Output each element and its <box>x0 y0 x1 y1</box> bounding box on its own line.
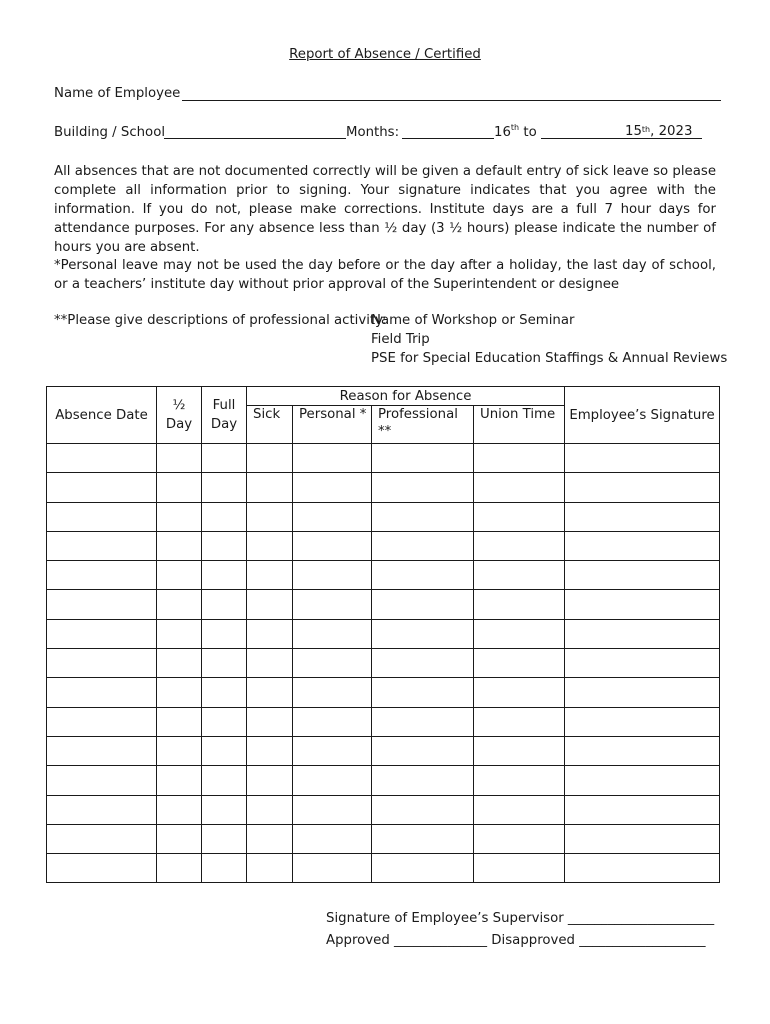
cell-absence-date[interactable] <box>47 473 157 502</box>
months-to-field[interactable] <box>541 124 625 139</box>
cell-half-day[interactable] <box>157 531 202 560</box>
cell-union-time[interactable] <box>474 561 565 590</box>
cell-union-time[interactable] <box>474 736 565 765</box>
cell-absence-date[interactable] <box>47 678 157 707</box>
cell-half-day[interactable] <box>157 444 202 473</box>
cell-personal[interactable] <box>293 766 372 795</box>
cell-absence-date[interactable] <box>47 854 157 883</box>
months-from-field[interactable] <box>402 124 494 139</box>
table-row <box>47 502 720 531</box>
cell-sick[interactable] <box>247 444 293 473</box>
cell-personal[interactable] <box>293 854 372 883</box>
cell-half-day[interactable] <box>157 707 202 736</box>
header-full-day-line2: Day <box>210 417 238 432</box>
cell-professional[interactable] <box>372 531 474 560</box>
months-label: Months: <box>346 125 400 140</box>
header-absence-date: Absence Date <box>47 387 157 444</box>
cell-full-day[interactable] <box>202 502 247 531</box>
table-row <box>47 590 720 619</box>
cell-professional[interactable] <box>372 766 474 795</box>
cell-half-day[interactable] <box>157 561 202 590</box>
personal-leave-text: *Personal leave may not be used the day before or the day after a holiday, the last day of school, or a teachers’ institute day without prior approval of the Superintendent or designee <box>54 258 716 292</box>
cell-employee-signature[interactable] <box>565 502 720 531</box>
cell-full-day[interactable] <box>202 619 247 648</box>
cell-half-day[interactable] <box>157 854 202 883</box>
table-row <box>47 678 720 707</box>
professional-item: Name of Workshop or Seminar <box>371 313 575 328</box>
months-from-text <box>494 125 537 140</box>
cell-employee-signature[interactable] <box>565 678 720 707</box>
cell-employee-signature[interactable] <box>565 854 720 883</box>
header-half-day-line1: ½ <box>172 398 186 413</box>
building-field[interactable] <box>164 124 346 139</box>
cell-absence-date[interactable] <box>47 502 157 531</box>
cell-sick[interactable] <box>247 766 293 795</box>
cell-union-time[interactable] <box>474 531 565 560</box>
cell-half-day[interactable] <box>157 649 202 678</box>
header-half-day <box>157 387 202 444</box>
cell-sick[interactable] <box>247 736 293 765</box>
cell-sick[interactable] <box>247 707 293 736</box>
cell-professional[interactable] <box>372 824 474 853</box>
table-row <box>47 736 720 765</box>
cell-personal[interactable] <box>293 795 372 824</box>
cell-absence-date[interactable] <box>47 590 157 619</box>
form-title: Report of Absence / Certified <box>289 47 481 62</box>
cell-employee-signature[interactable] <box>565 795 720 824</box>
cell-employee-signature[interactable] <box>565 619 720 648</box>
cell-half-day[interactable] <box>157 824 202 853</box>
cell-union-time[interactable] <box>474 444 565 473</box>
cell-professional[interactable] <box>372 502 474 531</box>
cell-employee-signature[interactable] <box>565 766 720 795</box>
cell-sick[interactable] <box>247 561 293 590</box>
cell-union-time[interactable] <box>474 824 565 853</box>
cell-employee-signature[interactable] <box>565 824 720 853</box>
cell-personal[interactable] <box>293 590 372 619</box>
cell-half-day[interactable] <box>157 619 202 648</box>
to-day: 15 <box>625 124 642 139</box>
cell-professional[interactable] <box>372 649 474 678</box>
cell-absence-date[interactable] <box>47 619 157 648</box>
table-row <box>47 795 720 824</box>
cell-full-day[interactable] <box>202 444 247 473</box>
cell-full-day[interactable] <box>202 736 247 765</box>
cell-full-day[interactable] <box>202 707 247 736</box>
cell-union-time[interactable] <box>474 766 565 795</box>
cell-half-day[interactable] <box>157 590 202 619</box>
table-row <box>47 619 720 648</box>
cell-full-day[interactable] <box>202 824 247 853</box>
cell-union-time[interactable] <box>474 854 565 883</box>
months-to-text <box>625 125 702 139</box>
employee-name-field[interactable] <box>182 86 721 101</box>
cell-employee-signature[interactable] <box>565 561 720 590</box>
approval-line[interactable]: Approved ______________ Disapproved ___________________ <box>326 933 706 948</box>
cell-union-time[interactable] <box>474 473 565 502</box>
cell-union-time[interactable] <box>474 502 565 531</box>
header-professional-line2: ** <box>378 424 392 439</box>
cell-sick[interactable] <box>247 678 293 707</box>
cell-union-time[interactable] <box>474 795 565 824</box>
cell-personal[interactable] <box>293 444 372 473</box>
cell-professional[interactable] <box>372 854 474 883</box>
cell-sick[interactable] <box>247 473 293 502</box>
intro-paragraph <box>54 162 716 257</box>
table-header-row <box>47 387 720 406</box>
cell-union-time[interactable] <box>474 649 565 678</box>
header-personal: Personal * <box>293 406 372 444</box>
header-employee-signature: Employee’s Signature <box>565 387 720 444</box>
cell-union-time[interactable] <box>474 678 565 707</box>
cell-personal[interactable] <box>293 531 372 560</box>
building-label: Building / School <box>54 125 166 140</box>
cell-professional[interactable] <box>372 590 474 619</box>
cell-professional[interactable] <box>372 678 474 707</box>
cell-full-day[interactable] <box>202 678 247 707</box>
cell-sick[interactable] <box>247 649 293 678</box>
employee-name-label: Name of Employee <box>54 86 181 101</box>
from-suffix: th <box>510 123 520 132</box>
from-day: 16 <box>494 125 511 140</box>
cell-professional[interactable] <box>372 473 474 502</box>
cell-personal[interactable] <box>293 649 372 678</box>
header-professional <box>372 406 474 444</box>
table-body <box>47 444 720 883</box>
cell-half-day[interactable] <box>157 502 202 531</box>
cell-union-time[interactable] <box>474 707 565 736</box>
absence-table <box>46 386 720 883</box>
cell-absence-date[interactable] <box>47 561 157 590</box>
cell-absence-date[interactable] <box>47 649 157 678</box>
cell-absence-date[interactable] <box>47 707 157 736</box>
professional-item: Field Trip <box>371 332 430 347</box>
header-full-day <box>202 387 247 444</box>
table-row <box>47 707 720 736</box>
cell-professional[interactable] <box>372 444 474 473</box>
cell-full-day[interactable] <box>202 531 247 560</box>
cell-personal[interactable] <box>293 502 372 531</box>
cell-full-day[interactable] <box>202 473 247 502</box>
cell-absence-date[interactable] <box>47 766 157 795</box>
cell-sick[interactable] <box>247 824 293 853</box>
cell-absence-date[interactable] <box>47 444 157 473</box>
table-row <box>47 824 720 853</box>
cell-professional[interactable] <box>372 561 474 590</box>
cell-professional[interactable] <box>372 795 474 824</box>
cell-personal[interactable] <box>293 473 372 502</box>
cell-employee-signature[interactable] <box>565 531 720 560</box>
year: , 2023 <box>650 124 693 139</box>
cell-employee-signature[interactable] <box>565 473 720 502</box>
table-row <box>47 473 720 502</box>
cell-employee-signature[interactable] <box>565 649 720 678</box>
cell-half-day[interactable] <box>157 678 202 707</box>
to-word: to <box>523 125 537 140</box>
header-full-day-line1: Full <box>212 398 236 413</box>
cell-half-day[interactable] <box>157 473 202 502</box>
cell-union-time[interactable] <box>474 619 565 648</box>
cell-professional[interactable] <box>372 619 474 648</box>
header-half-day-line2: Day <box>165 417 193 432</box>
cell-union-time[interactable] <box>474 590 565 619</box>
personal-leave-paragraph <box>54 256 716 294</box>
cell-employee-signature[interactable] <box>565 736 720 765</box>
table-row <box>47 854 720 883</box>
cell-sick[interactable] <box>247 795 293 824</box>
table-row <box>47 649 720 678</box>
cell-employee-signature[interactable] <box>565 707 720 736</box>
cell-half-day[interactable] <box>157 766 202 795</box>
cell-employee-signature[interactable] <box>565 444 720 473</box>
cell-sick[interactable] <box>247 590 293 619</box>
cell-personal[interactable] <box>293 707 372 736</box>
cell-sick[interactable] <box>247 502 293 531</box>
cell-employee-signature[interactable] <box>565 590 720 619</box>
table-row <box>47 561 720 590</box>
cell-full-day[interactable] <box>202 590 247 619</box>
cell-personal[interactable] <box>293 678 372 707</box>
cell-full-day[interactable] <box>202 795 247 824</box>
cell-full-day[interactable] <box>202 649 247 678</box>
cell-full-day[interactable] <box>202 561 247 590</box>
cell-full-day[interactable] <box>202 766 247 795</box>
cell-sick[interactable] <box>247 619 293 648</box>
cell-professional[interactable] <box>372 707 474 736</box>
cell-personal[interactable] <box>293 736 372 765</box>
cell-personal[interactable] <box>293 824 372 853</box>
professional-item: PSE for Special Education Staffings & Annual Reviews <box>371 351 728 366</box>
header-professional-line1: Professional <box>378 407 458 422</box>
supervisor-signature-line[interactable]: Signature of Employee’s Supervisor ______________________ <box>326 911 715 926</box>
cell-full-day[interactable] <box>202 854 247 883</box>
header-sick: Sick <box>247 406 293 444</box>
cell-half-day[interactable] <box>157 736 202 765</box>
cell-sick[interactable] <box>247 854 293 883</box>
intro-text: All absences that are not documented correctly will be given a default entry of sick leave so please complete all information prior to signing. Your signature indicates that you agree with the information. If you do not, please make corrections. Institute days are a full 7 hour days for attendance purposes. For any absence less than ½ day (3 ½ hours) please indicate the number of hours you are absent. <box>54 164 716 255</box>
header-union-time: Union Time <box>474 406 565 444</box>
to-suffix: th <box>641 125 651 134</box>
cell-absence-date[interactable] <box>47 736 157 765</box>
table-row <box>47 766 720 795</box>
cell-absence-date[interactable] <box>47 824 157 853</box>
header-reason-for-absence: Reason for Absence <box>247 387 565 406</box>
cell-absence-date[interactable] <box>47 795 157 824</box>
cell-sick[interactable] <box>247 531 293 560</box>
cell-personal[interactable] <box>293 561 372 590</box>
professional-activity-label: **Please give descriptions of professional activity: <box>54 313 387 328</box>
cell-personal[interactable] <box>293 619 372 648</box>
cell-half-day[interactable] <box>157 795 202 824</box>
cell-absence-date[interactable] <box>47 531 157 560</box>
cell-professional[interactable] <box>372 736 474 765</box>
table-row <box>47 531 720 560</box>
table-row <box>47 444 720 473</box>
